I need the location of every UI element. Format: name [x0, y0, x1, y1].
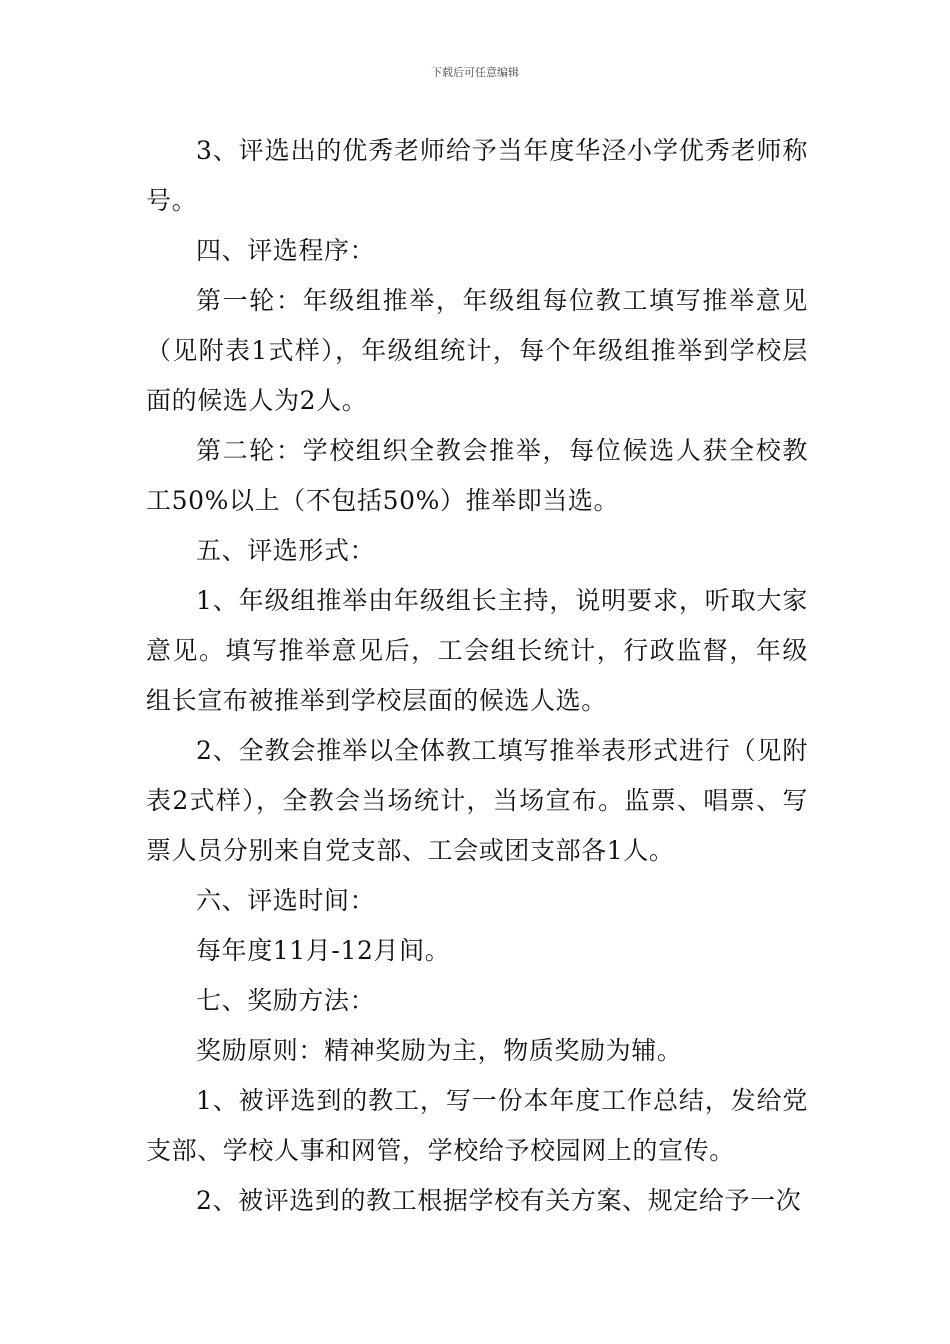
paragraph-round-two: 第二轮：学校组织全教会推举，每位候选人获全校教工50%以上（不包括50%）推举即当选。	[146, 436, 808, 515]
paragraph-time-period: 每年度11月-12月间。	[196, 936, 451, 965]
document-body	[146, 126, 808, 1226]
paragraph-award-title: 3、评选出的优秀老师给予当年度华泾小学优秀老师称号。	[146, 136, 808, 215]
page-header-note: 下载后可任意编辑	[431, 66, 519, 79]
paragraph-reward-principle: 奖励原则：精神奖励为主，物质奖励为辅。	[196, 1036, 683, 1065]
heading-selection-form: 五、评选形式：	[196, 536, 376, 565]
paragraph-reward-two: 2、被评选到的教工根据学校有关方案、规定给予一次	[196, 1186, 802, 1215]
paragraph-round-one: 第一轮：年级组推举，年级组每位教工填写推举意见（见附表1式样），年级组统计，每个年级组推举到学校层面的候选人为2人。	[146, 286, 808, 415]
heading-selection-time: 六、评选时间：	[196, 886, 376, 915]
paragraph-reward-one: 1、被评选到的教工，写一份本年度工作总结，发给党支部、学校人事和网管，学校给予校园网上的宣传。	[146, 1086, 808, 1165]
paragraph-staff-meeting-recommendation: 2、全教会推举以全体教工填写推举表形式进行（见附表2式样），全教会当场统计，当场宣布。监票、唱票、写票人员分别来自党支部、工会或团支部各1人。	[146, 736, 808, 865]
paragraph-grade-recommendation: 1、年级组推举由年级组长主持，说明要求，听取大家意见。填写推举意见后，工会组长统计，行政监督，年级组长宣布被推举到学校层面的候选人选。	[146, 586, 808, 715]
heading-selection-procedure: 四、评选程序：	[196, 236, 376, 265]
heading-reward-method: 七、奖励方法：	[196, 986, 376, 1015]
